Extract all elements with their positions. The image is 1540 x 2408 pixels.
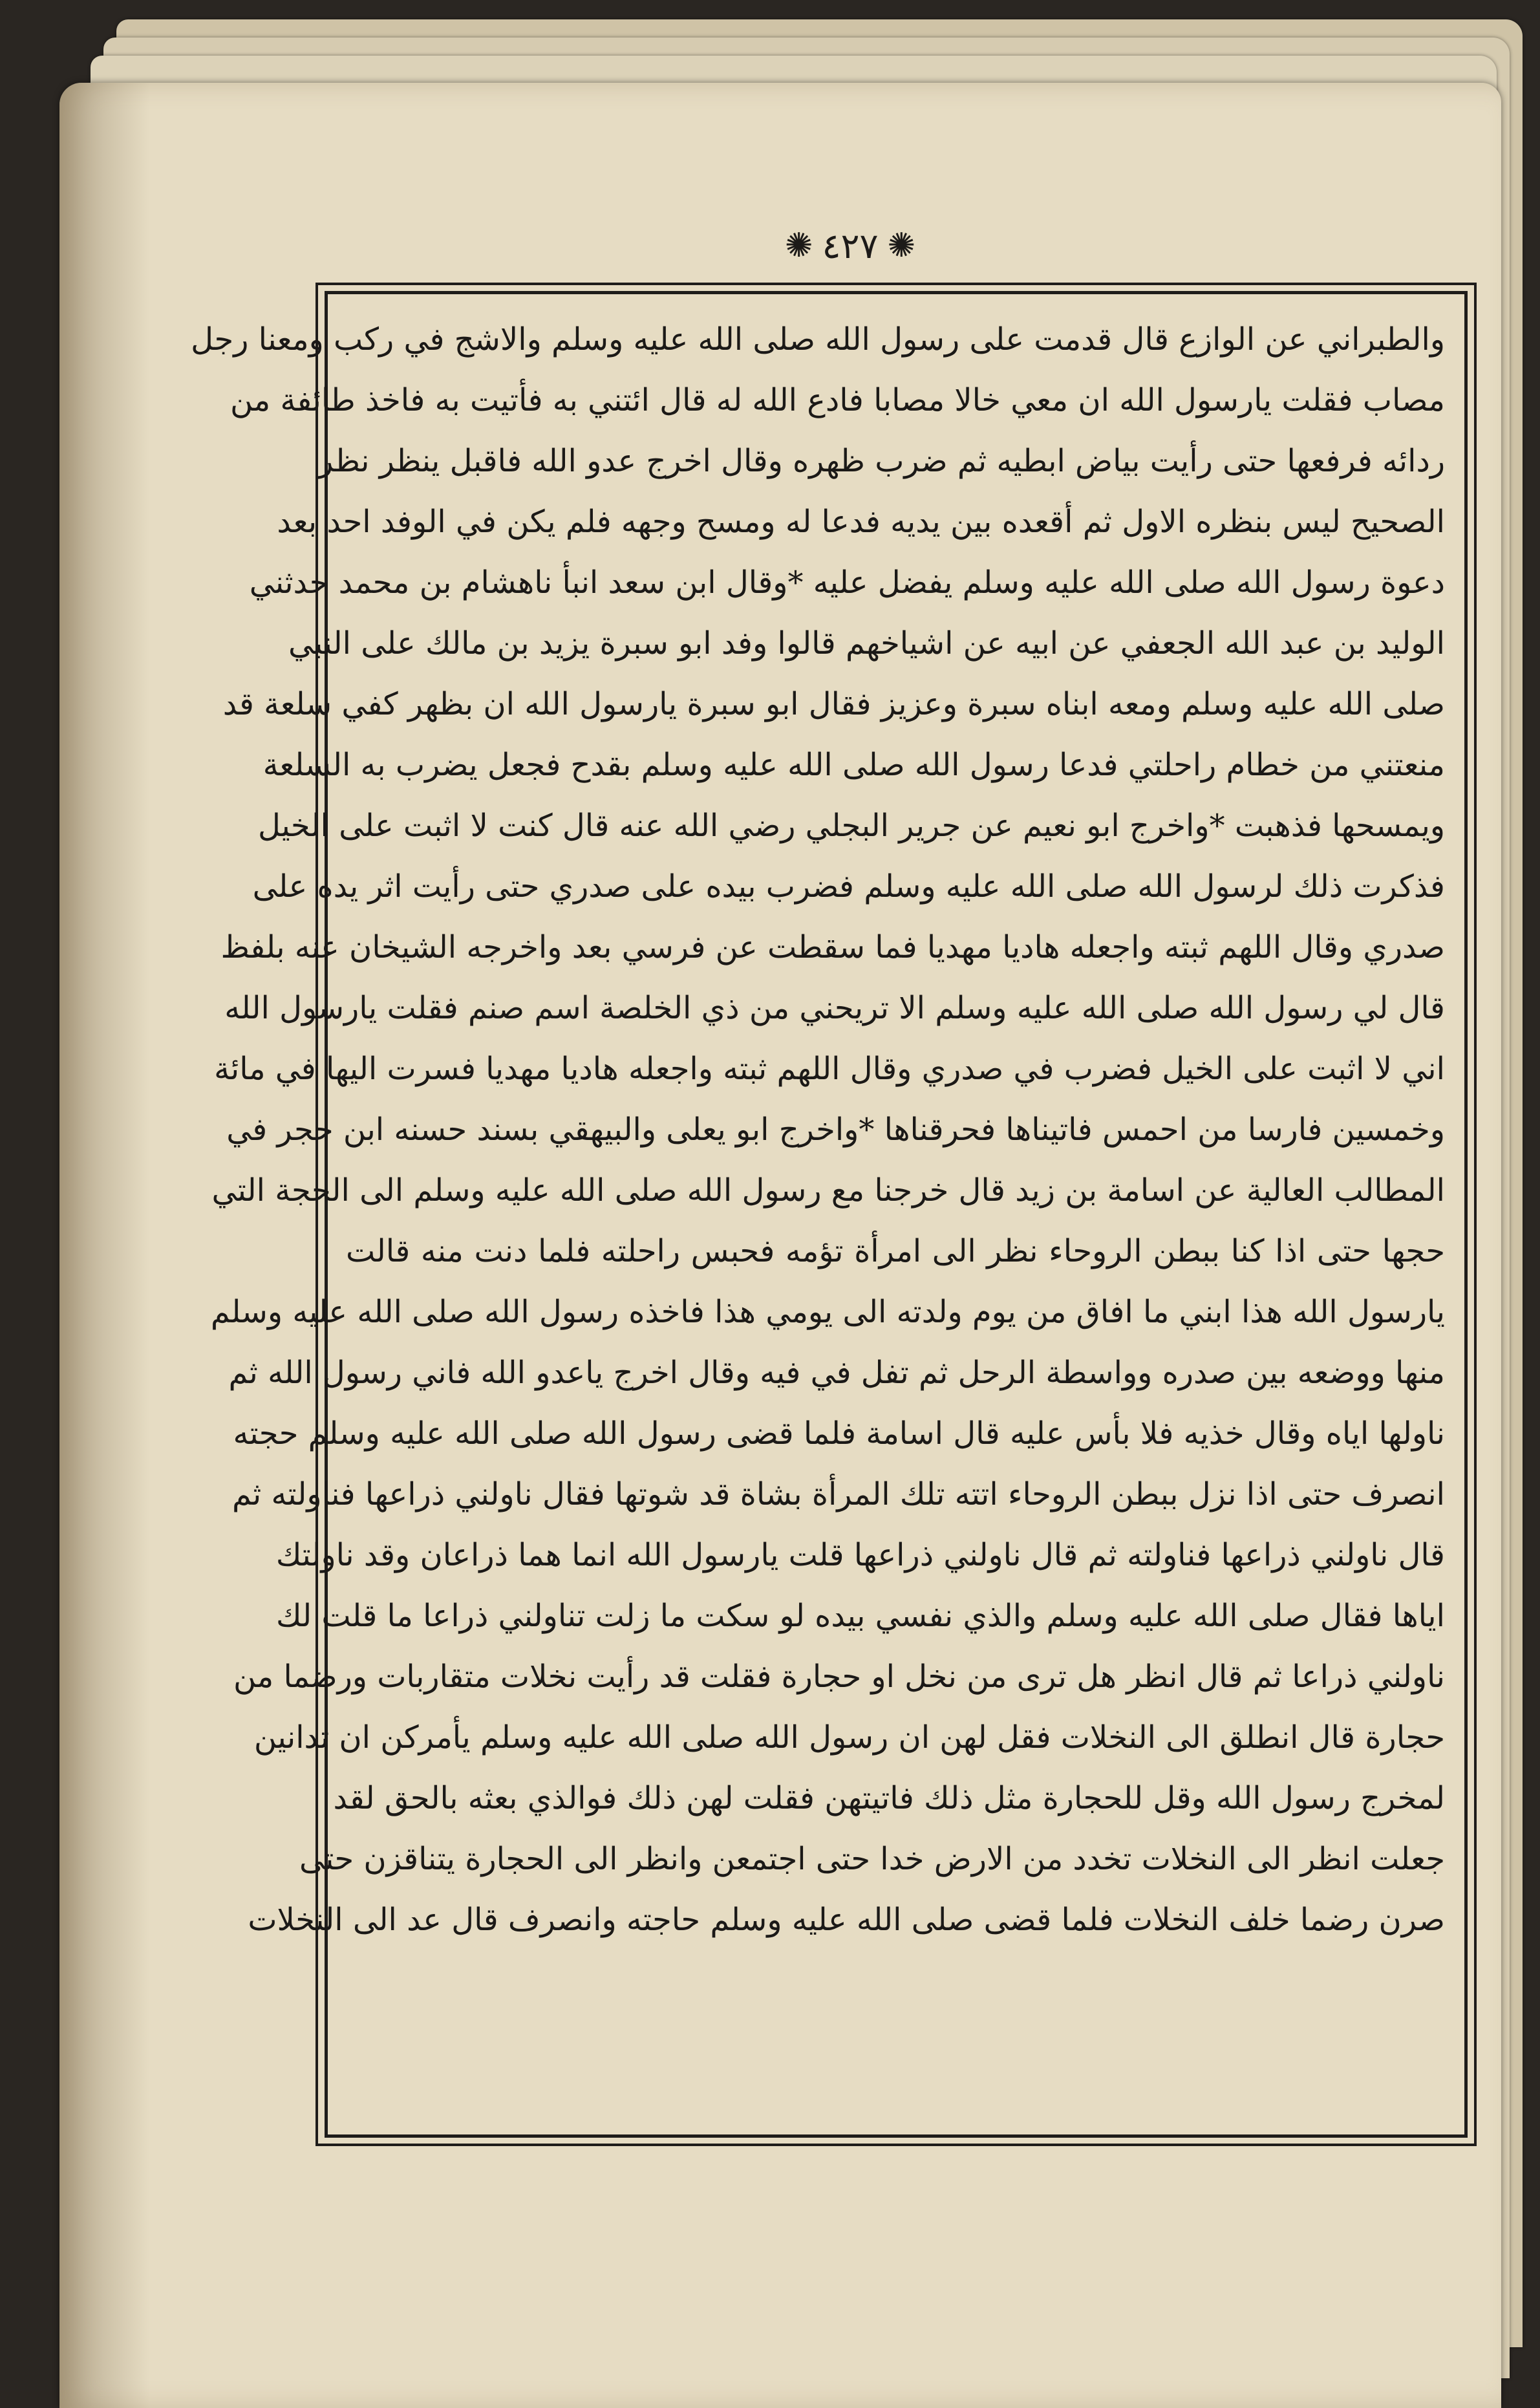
text-line: اياها فقال صلى الله عليه وسلم والذي نفسي بيده لو سكت ما زلت تناولني ذراعا ما قلت لك (275, 1598, 1445, 1634)
text-line: صدري وقال اللهم ثبته واجعله هاديا مهديا فما سقطت عن فرسي بعد واخرجه الشيخان عنه بلفظ (220, 929, 1445, 965)
text-line: جعلت انظر الى النخلات تخدد من الارض خدا حتى اجتمعن وانظر الى الحجارة يتناقزن حتى (299, 1841, 1445, 1877)
text-line: فذكرت ذلك لرسول الله صلى الله عليه وسلم فضرب بيده على صدري حتى رأيت اثر يده على (252, 868, 1445, 905)
text-line: منها ووضعه بين صدره وواسطة الرحل ثم تفل في فيه وقال اخرج ياعدو الله فاني رسول الله ثم (228, 1355, 1445, 1391)
text-line: والطبراني عن الوازع قال قدمت على رسول الله صلى الله عليه وسلم والاشج في ركب ومعنا رجل (191, 321, 1445, 358)
text-line: يارسول الله هذا ابني ما افاق من يوم ولدته الى يومي هذا فاخذه رسول الله صلى الله عليه وسلم (210, 1294, 1445, 1330)
text-line: حجها حتى اذا كنا ببطن الروحاء نظر الى امرأة تؤمه فحبس راحلته فلما دنت منه قالت (346, 1233, 1445, 1269)
text-line: المطالب العالية عن اسامة بن زيد قال خرجنا مع رسول الله صلى الله عليه وسلم الى الحجة التي (211, 1172, 1445, 1209)
text-line: انصرف حتى اذا نزل ببطن الروحاء اتته تلك المرأة بشاة قد شوتها فقال ناولني ذراعها فناولته ثم (231, 1476, 1445, 1512)
text-line: الصحيح ليس بنظره الاول ثم أقعده بين يديه فدعا له ومسح وجهه فلم يكن في الوفد احد بعد (277, 504, 1445, 540)
text-line: حجارة قال انطلق الى النخلات فقل لهن ان رسول الله صلى الله عليه وسلم يأمركن ان تدانين (253, 1719, 1445, 1756)
text-line: قال ناولني ذراعها فناولته ثم قال ناولني ذراعها قلت يارسول الله انما هما ذراعان وقد ناولتك (275, 1537, 1445, 1573)
text-line: وخمسين فارسا من احمس فاتيناها فحرقناها *واخرج ابو يعلى والبيهقي بسند حسنه ابن حجر في (226, 1112, 1445, 1148)
text-line: ناولها اياه وقال خذيه فلا بأس عليه قال اسامة فلما قضى رسول الله صلى الله عليه وسلم حجته (233, 1415, 1445, 1452)
text-line: ردائه فرفعها حتى رأيت بياض ابطيه ثم ضرب ظهره وقال اخرج عدو الله فاقبل ينظر نظر (318, 443, 1445, 479)
page-spine-shadow (59, 83, 150, 2408)
text-line: صرن رضما خلف النخلات فلما قضى صلى الله عليه وسلم حاجته وانصرف قال عد الى النخلات (248, 1902, 1445, 1938)
ornament-right-icon: ✺ (887, 226, 916, 265)
text-line: الوليد بن عبد الله الجعفي عن ابيه عن اشياخهم قالوا وفد ابو سبرة يزيد بن مالك على النبي (288, 625, 1445, 661)
text-line: ويمسحها فذهبت *واخرج ابو نعيم عن جرير البجلي رضي الله عنه قال كنت لا اثبت على الخيل (258, 808, 1445, 844)
text-body (191, 309, 1445, 2120)
text-line: مصاب فقلت يارسول الله ان معي خالا مصابا فادع الله له قال ائتني به فأتيت به فاخذ طائفة من (230, 382, 1445, 418)
text-line: ناولني ذراعا ثم قال انظر هل ترى من نخل او حجارة فقلت قد رأيت نخلات متقاربات ورضما من (233, 1659, 1445, 1695)
text-line: قال لي رسول الله صلى الله عليه وسلم الا تريحني من ذي الخلصة اسم صنم فقلت يارسول الله (224, 990, 1445, 1026)
text-line: لمخرج رسول الله وقل للحجارة مثل ذلك فاتيتهن فقلت لهن ذلك فوالذي بعثه بالحق لقد (333, 1780, 1445, 1816)
ornament-left-icon: ✺ (784, 226, 813, 265)
text-line: منعتني من خطام راحلتي فدعا رسول الله صلى الله عليه وسلم بقدح فجعل يضرب به السلعة (262, 747, 1445, 783)
page-number: ٤٢٧ (822, 225, 879, 266)
text-line: صلى الله عليه وسلم ومعه ابناه سبرة وعزيز فقال ابو سبرة يارسول الله ان بظهر كفي سلعة قد (222, 686, 1445, 722)
text-line: دعوة رسول الله صلى الله عليه وسلم يفضل عليه *وقال ابن سعد انبأ ناهشام بن محمد حدثني (249, 564, 1445, 601)
text-line: اني لا اثبت على الخيل فضرب في صدري وقال اللهم ثبته واجعله هاديا مهديا فسرت اليها في مائة (214, 1051, 1445, 1087)
page-header (766, 223, 934, 268)
